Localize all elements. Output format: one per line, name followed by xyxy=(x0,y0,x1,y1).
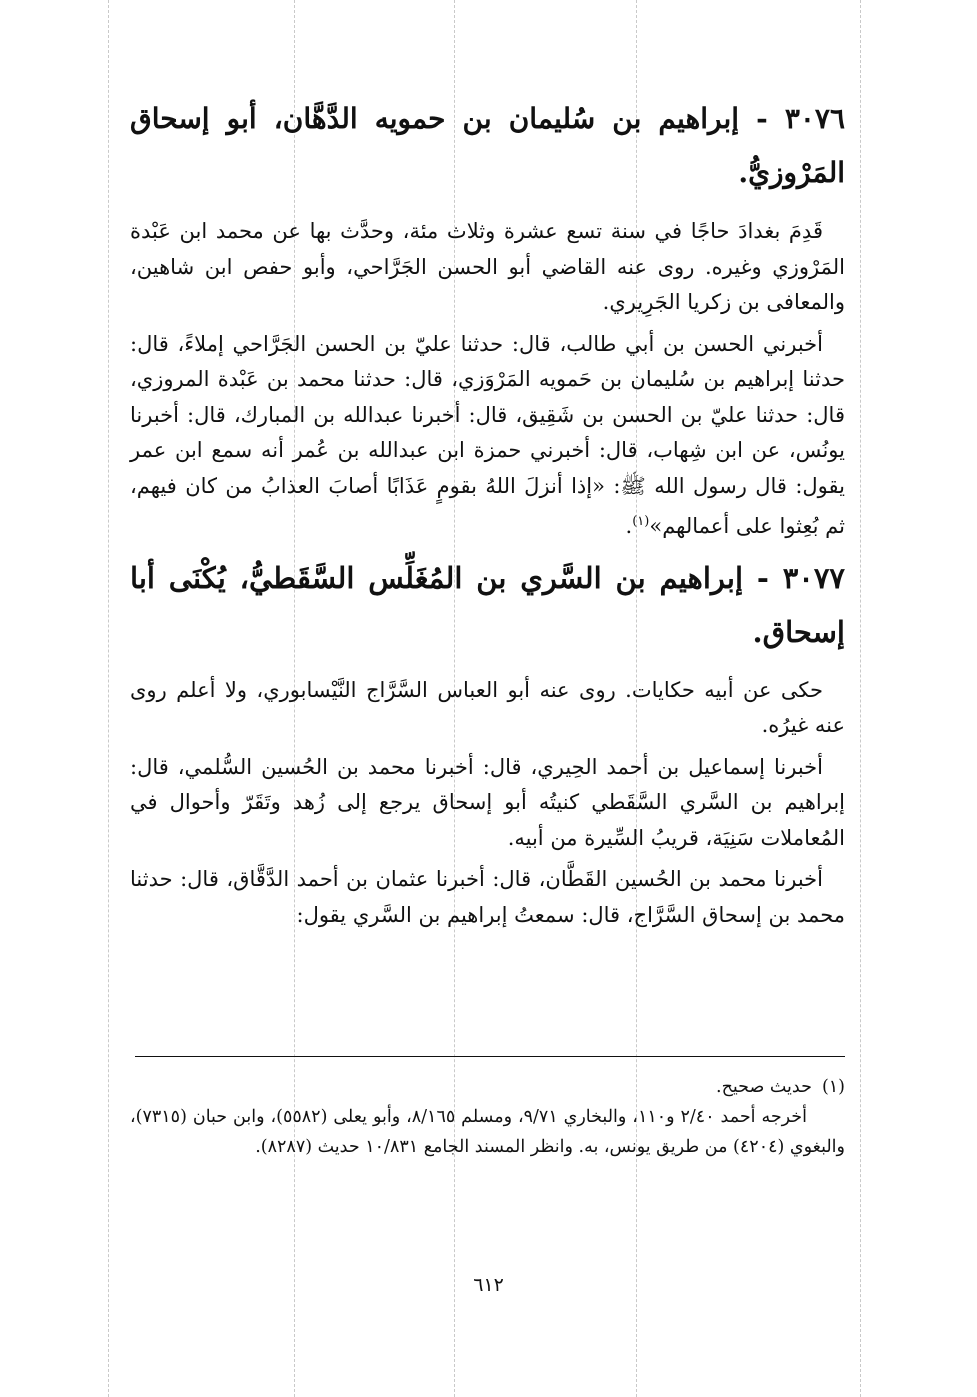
page-number: ٦١٢ xyxy=(473,1274,504,1296)
entry-3076-period: . xyxy=(625,514,633,538)
entry-3077-paragraph-3: أخبرنا محمد بن الحُسين القَطَّان، قال: أخبرنا عثمان بن أحمد الدَّقَّاق، قال: حدثنا محمد بن إسحاق السَّرَّاج، قال: سمعتُ إبراهيم بن السَّري يقول: xyxy=(130,867,845,927)
footnote-1-header xyxy=(130,1072,845,1102)
entry-3076-paragraph-1: قَدِمَ بغدادَ حاجًا في سنة تسع عشرة وثلاث مئة، وحدَّث بها عن محمد ابن عَبْدة المَرْوزي وغيره. روى عنه القاضي أبو الحسن الجَرَّاحي، وأبو حفص ابن شاهين، والمعافى بن زكريا الجَرِيري. xyxy=(130,219,845,314)
page-body xyxy=(130,92,845,939)
footnotes xyxy=(130,1072,845,1162)
footnote-reference: (١) xyxy=(632,514,650,529)
entry-3076-paragraph-2 xyxy=(130,327,845,545)
entry-3077-paragraph-1: حكى عن أبيه حكايات. روى عنه أبو العباس السَّرَّاج النَّيْسابوري، ولا أعلم روى عنه غيرُه. xyxy=(130,677,845,737)
guide-line xyxy=(108,0,109,1397)
entry-3077-paragraph-2: أخبرنا إسماعيل بن أحمد الحِيري، قال: أخبرنا محمد بن الحُسين السُّلمي، قال: إبراهيم بن السَّري السَّقَطي كنيتُه أبو إسحاق يرجع إلى زُهد وتَقَرّ وأحوال في المُعاملات سَنِيَة، قريبُ السِّيرة من أبيه. xyxy=(130,754,845,850)
footnote-number: (١) xyxy=(821,1077,845,1097)
entry-3077-heading: ٣٠٧٧ - إبراهيم بن السَّري بن المُغَلِّس السَّقَطيُّ، يُكْنَى أبا إسحاق. xyxy=(130,560,845,649)
footnote-grade: حديث صحيح. xyxy=(716,1077,812,1097)
entry-3076-hadith-text: أخبرني الحسن بن أبي طالب، قال: حدثنا عليّ بن الحسن الجَرَّاحي إملاءً، قال: حدثنا إبراهيم بن سُليمان بن حَمويه المَرْوَزي، قال: حدثنا محمد بن عَبْدة المروزي، قال: حدثنا عليّ بن الحسن بن شَقِيق، قال: أخبرنا عبدالله بن المبارك، قال: أخبرنا يونُس، عن ابن شِهاب، قال: أخبرني حمزة ابن عبدالله بن عُمر أنه سمع ابن عمر يقول: قال رسول الله ﷺ: «إذا أنزلَ اللهُ بقومٍ عَذَابًا أصابَ العذابُ من كان فيهم، ثم بُعِثوا على أعمالهم» xyxy=(130,331,845,538)
guide-line xyxy=(860,0,861,1397)
footnote-rule xyxy=(135,1056,845,1057)
entry-3076-heading: ٣٠٧٦ - إبراهيم بن سُليمان بن حمويه الدَّهَّان، أبو إسحاق المَرْوزيُّ. xyxy=(130,102,845,189)
footnote-1-body: أخرجه أحمد ٢/٤٠ و١١٠، والبخاري ٩/٧١، ومسلم ٨/١٦٥، وأبو يعلى (٥٥٨٢)، وابن حبان (٧٣١٥)، والبغوي (٤٢٠٤) من طريق يونس، به. وانظر المسند الجامع ١٠/٨٣١ حديث (٨٢٨٧). xyxy=(130,1107,845,1157)
